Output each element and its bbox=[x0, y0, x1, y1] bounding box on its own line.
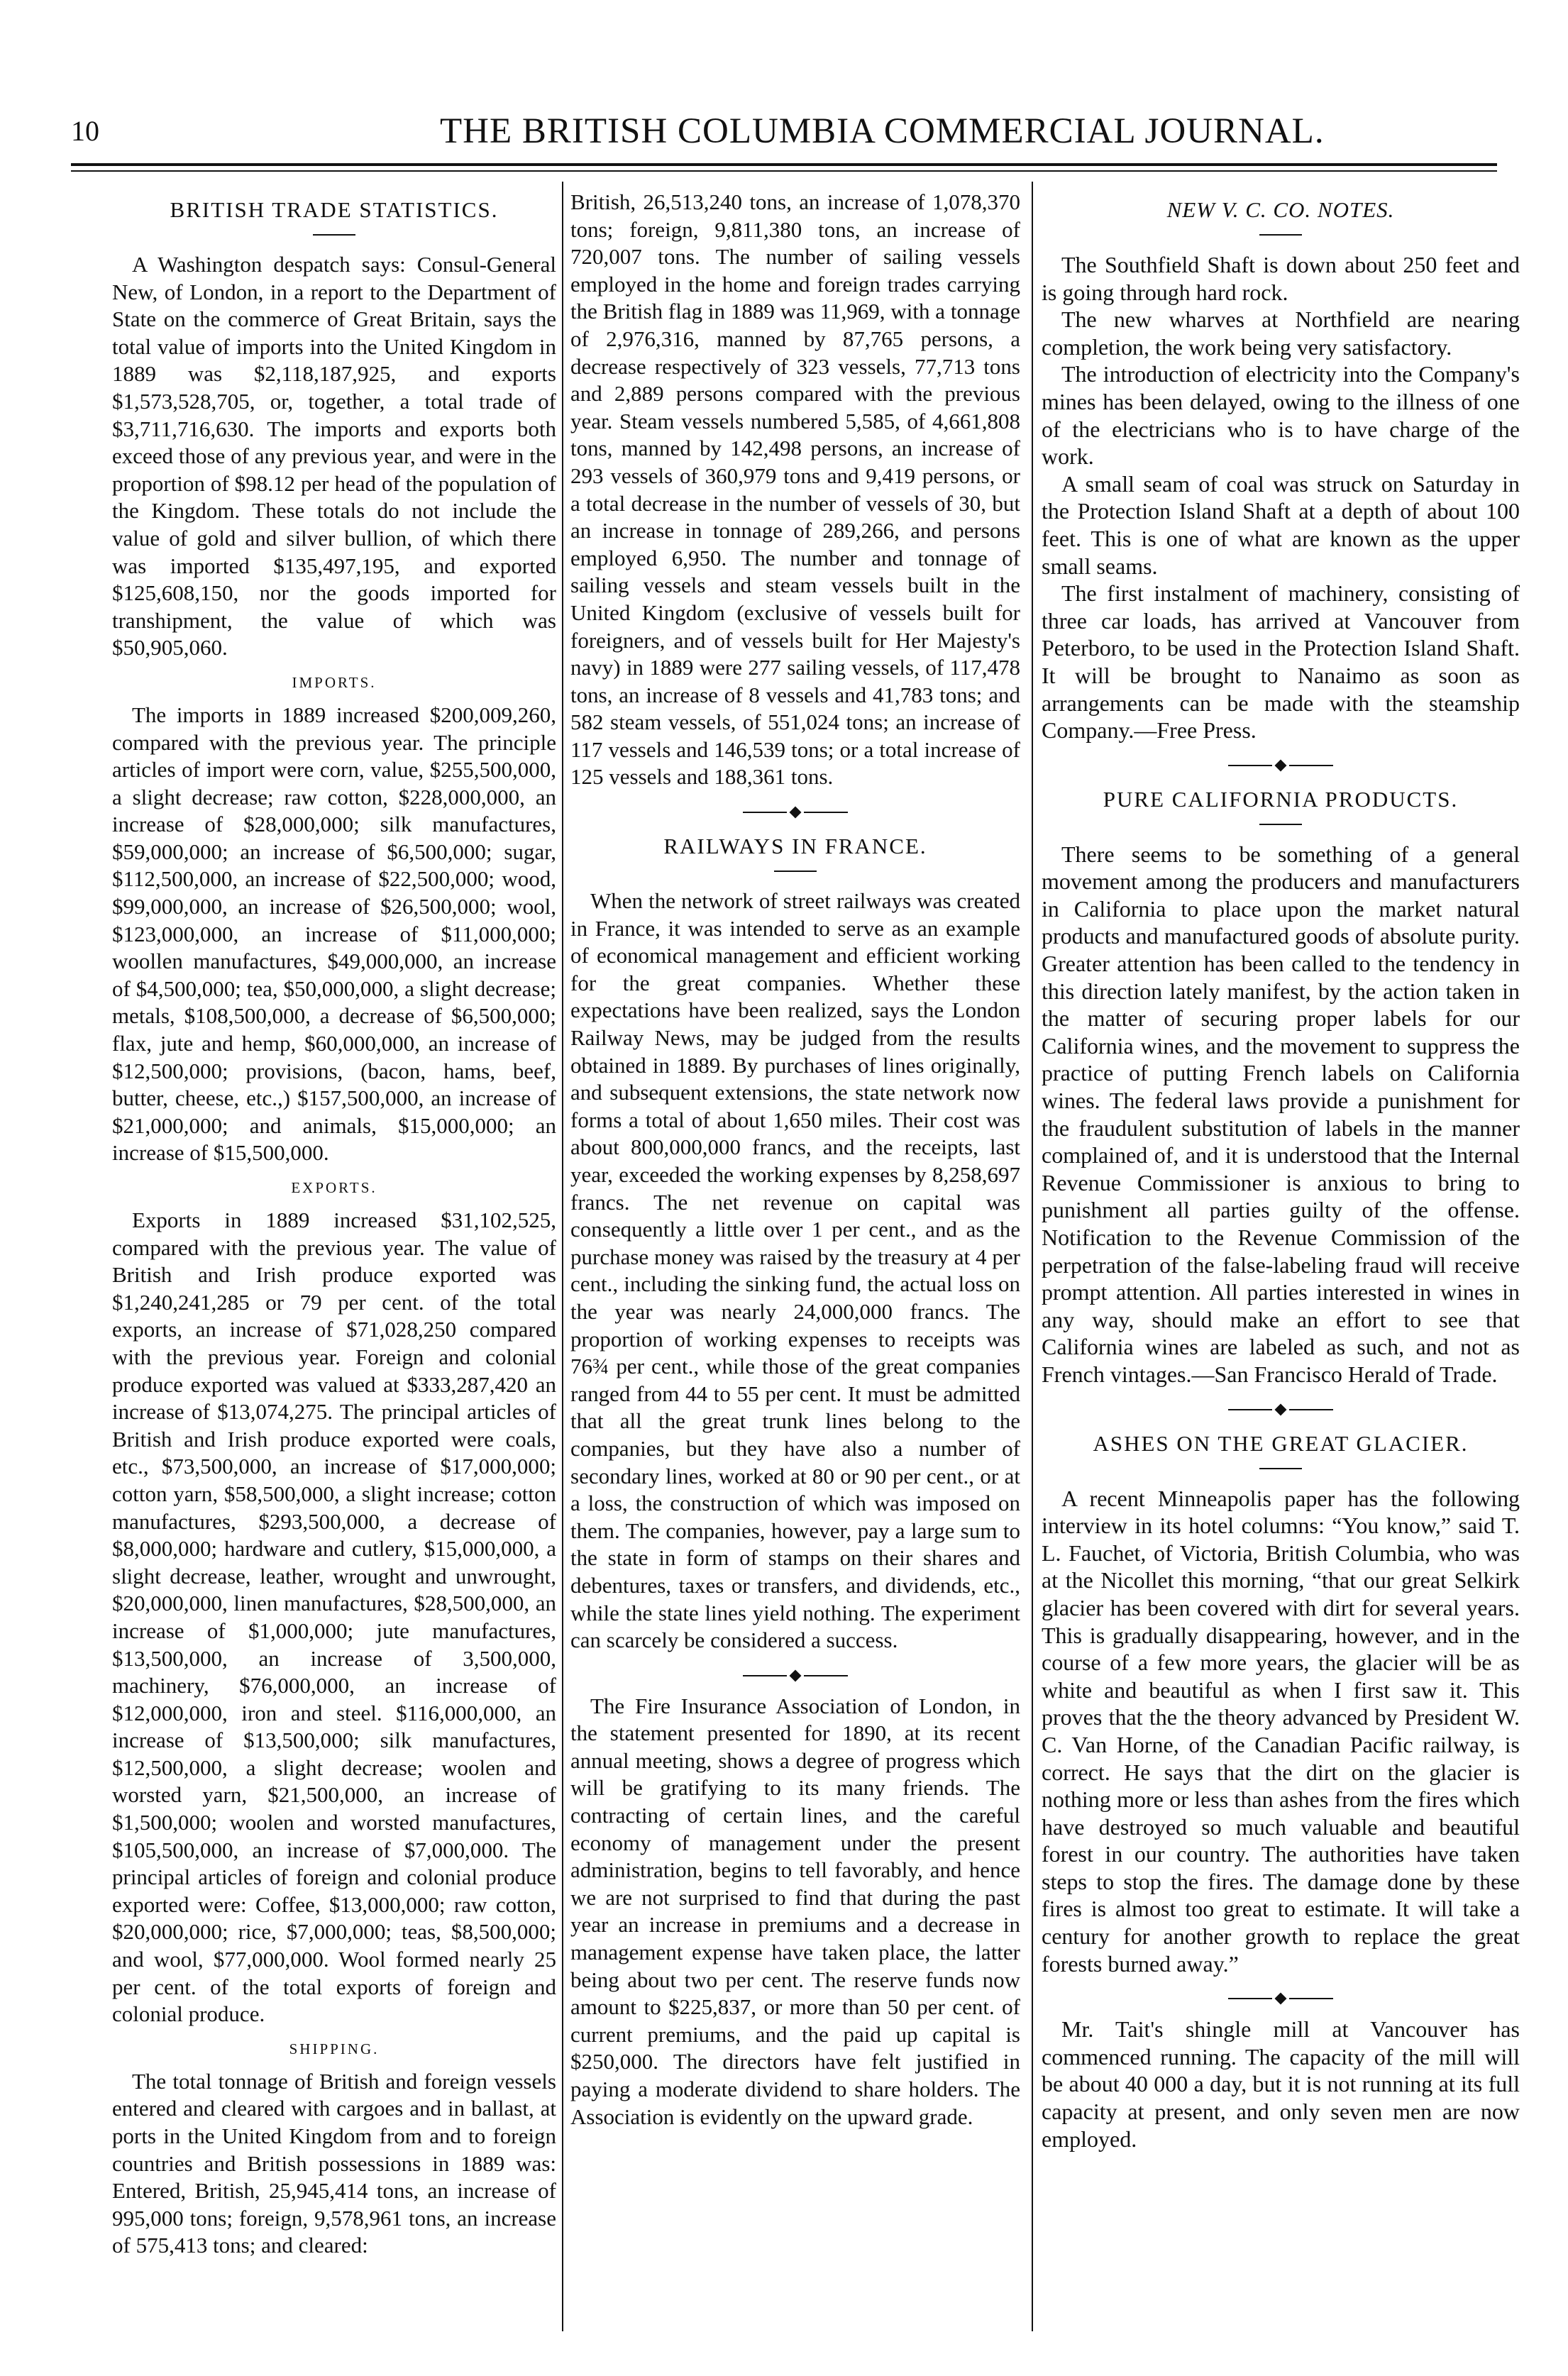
column-3 bbox=[1042, 189, 1520, 2153]
article-paragraph: The imports in 1889 increased $200,009,260, compared with the previous year. The principle articles of import were corn, value, $255,500,000, a slight decrease; raw cotton, $228,000,000, an increase of $28,000,000; silk manufactures, $59,000,000; an increase of $6,500,000; sugar, $112,500,000, an increase of $22,500,000; wood, $99,000,000, an increase of $26,500,000; wool, $123,000,000, an increase of $11,000,000; woollen manufactures, $49,000,000, an increase of $4,500,000; tea, $50,000,000, a slight decrease; metals, $108,500,000, a decrease of $6,500,000; flax, jute and hemp, $60,000,000, an increase of $12,500,000; provisions, (bacon, hams, beef, butter, cheese, etc.,) $157,500,000, an increase of $21,000,000; and animals, $15,000,000; an increase of $15,500,000. bbox=[112, 702, 556, 1166]
column-divider-2 bbox=[1032, 182, 1033, 2331]
header-rule-thin bbox=[71, 170, 1497, 172]
subheading-imports: IMPORTS. bbox=[292, 673, 377, 691]
subheading-exports: EXPORTS. bbox=[291, 1179, 377, 1196]
article-paragraph: Exports in 1889 increased $31,102,525, compared with the previous year. The value of British and Irish produce exported was $1,240,241,285 or 79 per cent. of the total exports, an increase of $71,028,250 compared with the previous year. Foreign and colonial produce exported was valued at $333,287,420 an increase of $13,074,275. The principal articles of British and Irish produce exported were coals, etc., $73,500,000, an increase of $17,000,000; cotton yarn, $58,500,000, a slight increase; cotton manufactures, $293,500,000, a decrease of $8,000,000; hardware and cutlery, $15,000,000, a slight decrease, leather, wrought and unwrought, $20,000,000, linen manufactures, $28,500,000, an increase of $1,000,000; jute manufactures, $13,500,000, an increase of 3,500,000, machinery, $76,000,000, an increase of $12,000,000, iron and steel. $116,000,000, an increase of $13,500,000; silk manufactures, $12,500,000, a slight decrease; woolen and worsted yarn, $21,500,000, an increase of $1,500,000; woolen and worsted manufactures, $105,500,000, an increase of $7,000,000. The principal articles of foreign and colonial produce exported were: Coffee, $13,000,000; raw cotton, $20,000,000; rice, $7,000,000; teas, $8,500,000; and wool, $77,000,000. Wool formed nearly 25 per cent. of the total exports of foreign and colonial produce. bbox=[112, 1208, 556, 2027]
column-1 bbox=[112, 189, 556, 2260]
column-2 bbox=[570, 189, 1020, 2131]
article-heading-nvc-notes: NEW V. C. CO. NOTES. bbox=[1166, 197, 1395, 222]
article-paragraph: There seems to be something of a general movement among the producers and manufacturers in California to place upon the market natural products and manufactured goods of absolute purity. Greater attention has been called to the tendency in this direction lately manifest, by the action taken in the matter of securing proper labels for our California wines, and the movement to suppress the practice of putting French labels on California wines. The federal laws provide a punishment for the fraudulent substitution of labels in the manner complained of, and it is understood that the Internal Revenue Commissioner is anxious to bring to punishment all parties guilty of the offense. Notification to the Revenue Commission of the perpetration of the false-labeling fraud will receive prompt attention. All parties interested in wines in any way, should make an effort to see that California wines are labeled as such, and not as French vintages.—San Francisco Herald of Trade. bbox=[1042, 841, 1520, 1387]
article-heading-pure-california: PURE CALIFORNIA PRODUCTS. bbox=[1103, 786, 1459, 812]
heading-rule bbox=[1259, 234, 1302, 236]
article-paragraph: The introduction of electricity into the Company's mines has been delayed, owing to the illness of one of the electricians who is to have charge of the work. bbox=[1042, 361, 1520, 470]
article-paragraph: The Fire Insurance Association of London, in the statement presented for 1890, at its recent annual meeting, shows a degree of progress which will be gratifying to its many friends. The contracting of certain lines, and the careful economy of management under the present administration, begins to tell favorably, and hence we are not surprised to find that during the past year an increase in premiums and a decrease in management expense have taken place, the latter being about two per cent. The reserve funds now amount to $225,837, or more than 50 per cent. of current premiums, and the paid up capital is $250,000. The directors have felt justified in paying a moderate dividend to share holders. The Association is evidently on the upward grade. bbox=[570, 1693, 1020, 2129]
article-paragraph: A Washington despatch says: Consul-General New, of London, in a report to the Department of State on the commerce of Great Britain, says the total value of imports into the United Kingdom in 1889 was $2,118,187,925, and exports $1,573,528,705, or, together, a total trade of $3,711,716,630. The imports and exports both exceed those of any previous year, and were in the proportion of $98.12 per head of the population of the Kingdom. These totals do not include the value of gold and silver bullion, of which there was imported $135,497,195, and exported $125,608,150, nor the goods imported for transhipment, the value of which was $50,905,060. bbox=[112, 252, 556, 661]
article-paragraph: The first instalment of machinery, consisting of three car loads, has arrived at Vancouver from Peterboro, to be used in the Protection Island Shaft. It will be brought to Nanaimo as soon as arrangements can be made with the steamship Company.—Free Press. bbox=[1042, 580, 1520, 744]
article-heading-railways: RAILWAYS IN FRANCE. bbox=[663, 834, 927, 859]
section-separator bbox=[1042, 761, 1520, 770]
subheading-shipping: SHIPPING. bbox=[289, 2040, 380, 2057]
article-paragraph: The Southfield Shaft is down about 250 feet and is going through hard rock. bbox=[1042, 252, 1520, 305]
article-paragraph: The new wharves at Northfield are nearing completion, the work being very satisfactory. bbox=[1042, 306, 1520, 360]
article-paragraph: A recent Minneapolis paper has the following interview in its hotel columns: “You know,” said T. L. Fauchet, of Victoria, British Columbia, who was at the Nicollet this morning, “that our great Selkirk glacier has been covered with dirt for several years. This is gradually disappearing, however, and in the course of a few more years, the glacier will be as white and beautiful as when I first saw it. This proves that the the theory advanced by President W. C. Van Horne, of the Canadian Pacific railway, is correct. He says that the dirt on the glacier is nothing more or less than ashes from the fires which have destroyed so much valuable and beautiful forest in our country. The authorities have taken steps to stop the fires. The damage done by these fires is almost too great to estimate. It will take a century for another growth to replace the great forests burned away.” bbox=[1042, 1485, 1520, 1977]
column-divider-1 bbox=[562, 182, 563, 2331]
page-number: 10 bbox=[71, 115, 99, 147]
article-heading-british-trade: BRITISH TRADE STATISTICS. bbox=[170, 197, 499, 222]
section-separator bbox=[1042, 1405, 1520, 1414]
article-paragraph: A small seam of coal was struck on Saturday in the Protection Island Shaft at a depth of about 100 feet. This is one of what are known as the upper small seams. bbox=[1042, 470, 1520, 579]
section-separator bbox=[1042, 1994, 1520, 2003]
page-header bbox=[71, 106, 1497, 156]
article-paragraph-continued: British, 26,513,240 tons, an increase of 1,078,370 tons; foreign, 9,811,380 tons, an increase of 720,007 tons. The number of sailing vessels employed in the home and foreign trades carrying the British flag in 1889 was 11,969, with a tonnage of 2,976,316, manned by 87,765 persons, a decrease respectively of 323 vessels, 77,713 tons and 2,889 persons compared with the previous year. Steam vessels numbered 5,585, of 4,661,808 tons, manned by 142,498 persons, an increase of 293 vessels of 360,979 tons and 9,419 persons, or a total decrease in the number of vessels of 30, but an increase in tonnage of 289,266, and persons employed 6,950. The number and tonnage of sailing vessels and steam vessels built in the United Kingdom (exclusive of vessels built for foreigners, and of vessels built for Her Majesty's navy) in 1889 were 277 sailing vessels, of 117,478 tons, an increase of 8 vessels and 41,783 tons; and 582 steam vessels, of 551,024 tons; an increase of 117 vessels and 146,539 tons; or a total increase of 125 vessels and 188,361 tons. bbox=[570, 189, 1020, 790]
article-heading-ashes-glacier: ASHES ON THE GREAT GLACIER. bbox=[1093, 1430, 1469, 1456]
section-separator bbox=[570, 1672, 1020, 1680]
article-paragraph: The total tonnage of British and foreign vessels entered and cleared with cargoes and in ballast, at ports in the United Kingdom from and to foreign countries and British possessions in 1889 was: Entered, British, 25,945,414 tons, an increase of 995,000 tons; foreign, 9,578,961 tons, an increase of 575,413 tons; and cleared: bbox=[112, 2068, 556, 2258]
heading-rule bbox=[1259, 824, 1302, 825]
article-paragraph: Mr. Tait's shingle mill at Vancouver has commenced running. The capacity of the mill will be about 40 000 a day, but it is not running at its full capacity at present, and only seven men are now employed. bbox=[1042, 2016, 1520, 2152]
heading-rule bbox=[313, 234, 355, 236]
heading-rule bbox=[1259, 1468, 1302, 1469]
header-rule-thick bbox=[71, 163, 1497, 166]
heading-rule bbox=[774, 871, 817, 872]
article-paragraph: When the network of street railways was created in France, it was intended to serve as an example of economical management and efficient working for the great companies. Whether these expectations have been realized, says the London Railway News, may be judged from the results obtained in 1889. By purchases of lines originally, and subsequent extensions, the state network now forms a total of about 1,650 miles. Their cost was about 800,000,000 francs, and the receipts, last year, exceeded the working expenses by 8,258,697 francs. The net revenue on capital was consequently a little over 1 per cent., and as the purchase money was raised by the treasury at 4 per cent., including the sinking fund, the actual loss on the year was nearly 24,000,000 francs. The proportion of working expenses to receipts was 76¾ per cent., while those of the great companies ranged from 44 to 55 per cent. It must be admitted that all the great trunk lines belong to the companies, but they have also a number of secondary lines, worked at 80 or 90 per cent., or at a loss, the construction of which was imposed on them. The companies, however, pay a large sum to the state in form of stamps on their shares and debentures, taxes or transfers, and dividends, etc., while the state lines yield nothing. The experiment can scarcely be considered a success. bbox=[570, 888, 1020, 1653]
section-separator bbox=[570, 808, 1020, 817]
journal-title: THE BRITISH COLUMBIA COMMERCIAL JOURNAL. bbox=[440, 111, 1325, 151]
